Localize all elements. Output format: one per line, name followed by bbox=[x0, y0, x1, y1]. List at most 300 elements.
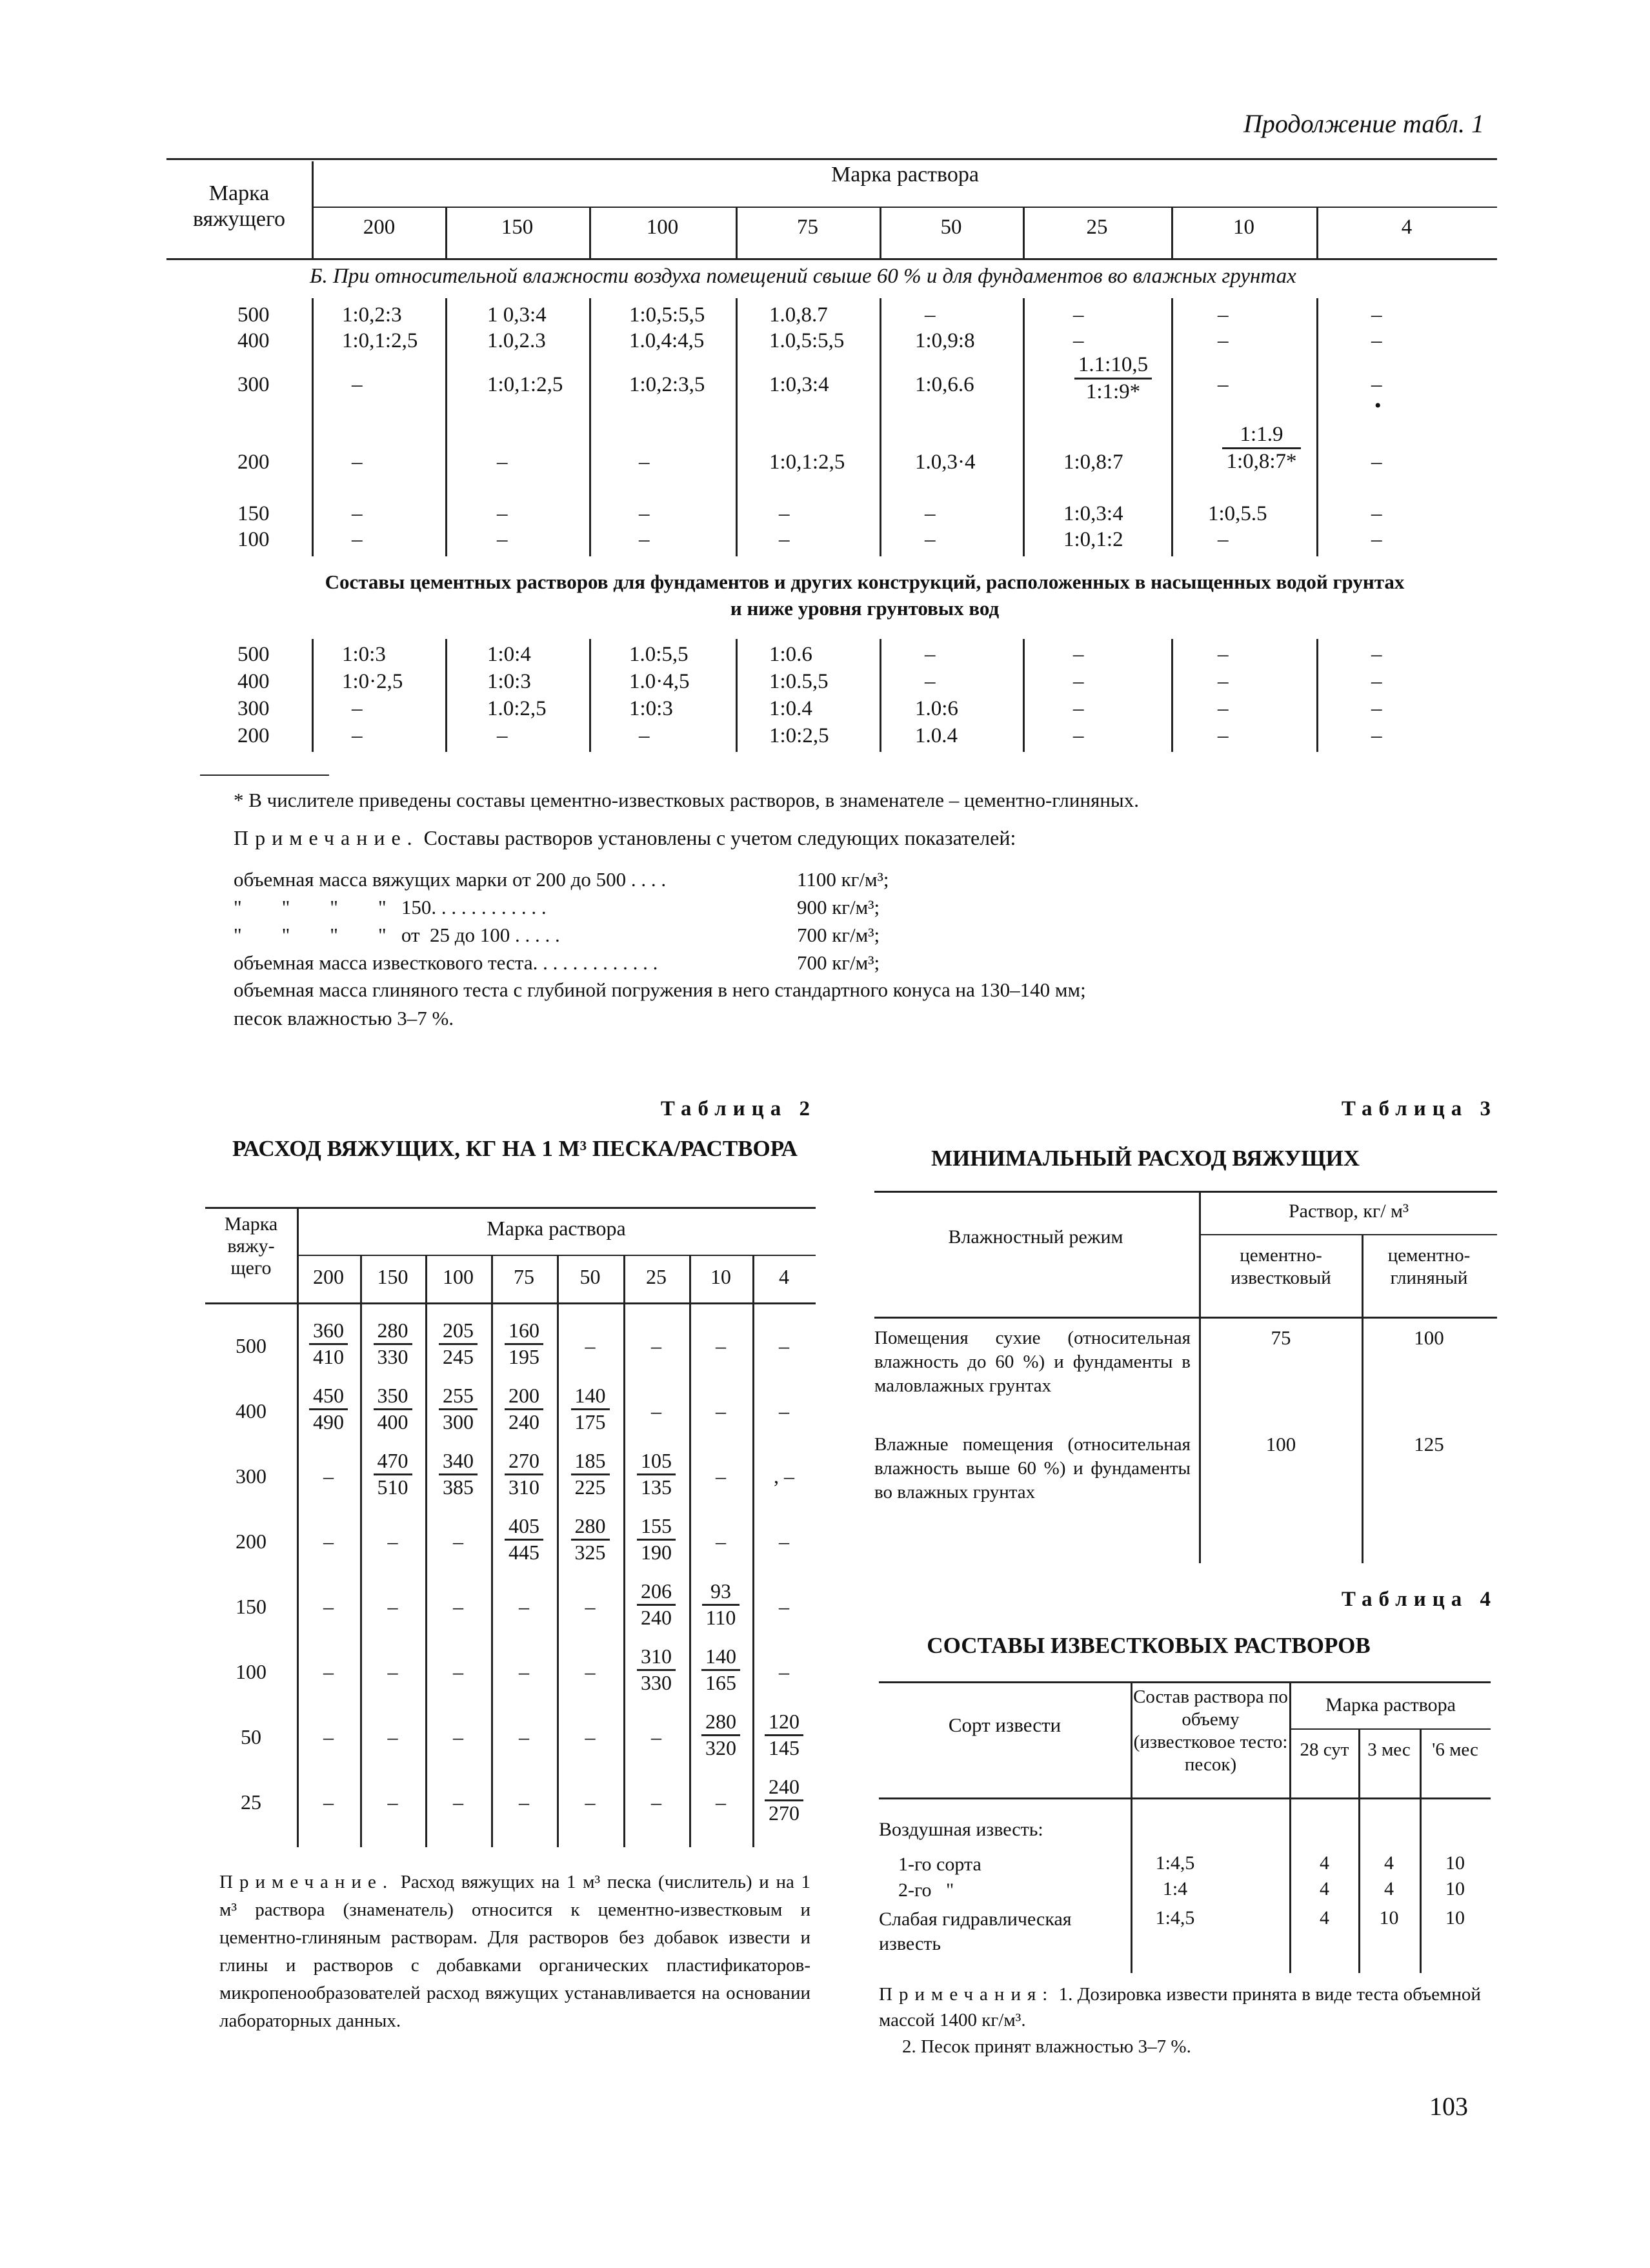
t1-cell: – bbox=[497, 451, 508, 474]
t4-sort-name: 1-го сорта bbox=[898, 1854, 981, 1875]
fraction-denominator: 310 bbox=[508, 1475, 539, 1499]
t1-note-line6: песок влажностью 3–7 %. bbox=[234, 1007, 454, 1029]
t1-cell: – bbox=[1218, 670, 1229, 693]
t1-grade-25: 25 bbox=[1086, 216, 1108, 239]
t1-cell: – bbox=[1371, 724, 1382, 747]
t2-cell: – bbox=[779, 1530, 789, 1553]
column-rule bbox=[557, 1255, 559, 1302]
t4-composition: 1:4,5 bbox=[1155, 1907, 1195, 1929]
t1-cell: 1:0,1:2 bbox=[1063, 528, 1123, 551]
t1-cell: 1:0,5:5,5 bbox=[629, 303, 705, 327]
t1-cell: 1:0,2:3 bbox=[342, 303, 402, 327]
column-rule bbox=[557, 1304, 559, 1847]
fraction-denominator: 1:0,8:7* bbox=[1226, 449, 1297, 473]
t4-col-comp: Состав раствора по объему (известковое тесто: песок) bbox=[1133, 1686, 1288, 1775]
t2-cell-fraction bbox=[425, 1450, 491, 1499]
t2-cell: – bbox=[387, 1530, 398, 1553]
fraction-denominator: 165 bbox=[705, 1670, 736, 1694]
t1-cell: – bbox=[639, 502, 650, 525]
t2-header-mark-1: Марка bbox=[224, 1213, 278, 1235]
t2-cell: , – bbox=[774, 1464, 794, 1488]
t2-cell-fraction bbox=[623, 1450, 689, 1499]
fraction-denominator: 145 bbox=[769, 1736, 800, 1759]
t1-cell: – bbox=[779, 502, 790, 525]
t1-cell: – bbox=[925, 670, 936, 693]
fraction-numerator: 160 bbox=[505, 1320, 543, 1345]
t3-label: Таблица 3 bbox=[1341, 1097, 1497, 1120]
t3-value-clay: 100 bbox=[1414, 1326, 1444, 1349]
t1-section-c-title-1: Составы цементных растворов для фундаментов и других конструкций, расположенных в насыщенных водой грунтах bbox=[325, 571, 1405, 593]
t1-note-line-value: 700 кг/м³; bbox=[797, 924, 880, 946]
t2-cell-fraction bbox=[491, 1320, 557, 1369]
t3-sub-lime: цементно-известковый bbox=[1231, 1245, 1331, 1288]
column-rule bbox=[752, 1255, 754, 1302]
t1-cell: – bbox=[925, 643, 936, 666]
t2-cell: – bbox=[651, 1725, 661, 1748]
t1-cell: – bbox=[1218, 643, 1229, 666]
t4-value: 10 bbox=[1445, 1852, 1465, 1874]
t1-cell: – bbox=[639, 451, 650, 474]
t3-sub-clay: цементно-глиняный bbox=[1387, 1245, 1471, 1288]
t1-cell: 1:0,1:2,5 bbox=[342, 329, 418, 352]
t3-value-lime: 75 bbox=[1271, 1326, 1291, 1349]
fraction bbox=[571, 1515, 610, 1563]
t1-cell: – bbox=[1218, 724, 1229, 747]
t4-note-1: 1. Дозировка извести принята в виде теста объемной массой 1400 кг/м³. bbox=[879, 1984, 1481, 2030]
t1-row-mark: 200 bbox=[237, 724, 270, 747]
t2-grade-200: 200 bbox=[313, 1265, 344, 1288]
fraction-numerator: 200 bbox=[505, 1385, 543, 1410]
column-rule bbox=[1023, 639, 1025, 752]
column-rule bbox=[1420, 1730, 1422, 1973]
t2-cell: – bbox=[779, 1334, 789, 1357]
t2-cell: – bbox=[519, 1595, 529, 1618]
t1-note-line-value: 1100 кг/м³; bbox=[797, 868, 889, 891]
t2-row-mark: 300 bbox=[236, 1464, 267, 1488]
fraction bbox=[571, 1385, 610, 1433]
t1-cell: 1:0·2,5 bbox=[342, 670, 403, 693]
t1-row-mark: 500 bbox=[237, 643, 270, 666]
t1-cell: 1:0,6.6 bbox=[915, 373, 974, 396]
t1-cell: 1.0:6 bbox=[915, 697, 958, 720]
column-rule bbox=[1023, 298, 1025, 556]
column-rule bbox=[623, 1304, 625, 1847]
t1-cell: – bbox=[779, 528, 790, 551]
t2-cell-fraction bbox=[557, 1450, 623, 1499]
t4-value: 4 bbox=[1320, 1878, 1329, 1899]
t1-cell: 1:0,5.5 bbox=[1208, 502, 1267, 525]
t1-grade-50: 50 bbox=[940, 216, 962, 239]
t1-cell: – bbox=[1371, 697, 1382, 720]
t1-cell: 1:0,2:3,5 bbox=[629, 373, 705, 396]
t3-value-clay: 125 bbox=[1414, 1433, 1444, 1455]
fraction bbox=[765, 1711, 803, 1759]
t1-cell: – bbox=[1073, 697, 1084, 720]
t1-row-mark: 300 bbox=[237, 373, 270, 396]
fraction-numerator: 240 bbox=[765, 1776, 803, 1801]
t2-cell: – bbox=[716, 1530, 726, 1553]
fraction-numerator: 470 bbox=[374, 1450, 412, 1475]
column-rule bbox=[445, 639, 447, 752]
t2-row-mark: 50 bbox=[241, 1725, 261, 1748]
t1-note-line-value: 700 кг/м³; bbox=[797, 951, 880, 974]
t1-cell: – bbox=[1371, 373, 1382, 396]
t1-grade-75: 75 bbox=[797, 216, 818, 239]
t2-cell: – bbox=[651, 1334, 661, 1357]
t1-grade-4: 4 bbox=[1401, 216, 1413, 239]
fraction-denominator: 330 bbox=[377, 1344, 408, 1368]
t1-row-mark: 200 bbox=[237, 451, 270, 474]
t1-cell: – bbox=[1371, 502, 1382, 525]
t2-cell: – bbox=[453, 1725, 463, 1748]
t1-cell: 1:0,1:2,5 bbox=[769, 451, 845, 474]
t2-cell-fraction bbox=[689, 1581, 752, 1630]
t2-cell-fraction bbox=[360, 1385, 425, 1434]
t3-regime: Помещения сухие (относительная влажность до 60 %) и фундаменты в маловлажных грунтах bbox=[874, 1328, 1191, 1396]
t4-sort-name: Слабая гидравлическая известь bbox=[879, 1909, 1077, 1954]
t2-row-mark: 100 bbox=[236, 1660, 267, 1683]
fraction bbox=[765, 1776, 803, 1824]
column-rule bbox=[425, 1255, 427, 1302]
t4-value: 10 bbox=[1379, 1907, 1399, 1929]
t1-note-line-label: " " " " 150. . . . . . . . . . . . bbox=[234, 896, 547, 918]
fraction-denominator: 270 bbox=[769, 1801, 800, 1825]
t1-cell: – bbox=[1218, 528, 1229, 551]
t1-header-mark: Марка вяжущего bbox=[192, 181, 286, 231]
fraction-numerator: 206 bbox=[637, 1581, 676, 1606]
fraction-denominator: 325 bbox=[574, 1540, 606, 1564]
t1-cell: – bbox=[1371, 670, 1382, 693]
fraction bbox=[701, 1646, 740, 1694]
fraction-numerator: 350 bbox=[374, 1385, 412, 1410]
t2-cell: – bbox=[323, 1464, 334, 1488]
t1-stray-dot: • bbox=[1374, 395, 1382, 416]
fraction bbox=[571, 1450, 610, 1498]
t2-cell-fraction bbox=[360, 1320, 425, 1369]
fraction-denominator: 240 bbox=[508, 1410, 539, 1433]
t1-row-mark: 500 bbox=[237, 303, 270, 327]
t4-sub-1: 3 мес bbox=[1367, 1739, 1411, 1760]
t1-note bbox=[234, 826, 1016, 850]
t1-cell: 1:0,9:8 bbox=[915, 329, 975, 352]
t2-cell: – bbox=[716, 1334, 726, 1357]
t1-grade-200: 200 bbox=[363, 216, 396, 239]
fraction bbox=[439, 1385, 478, 1433]
t2-row-mark: 25 bbox=[241, 1790, 261, 1814]
t2-cell: – bbox=[716, 1790, 726, 1814]
t2-cell-fraction bbox=[752, 1711, 816, 1760]
t1-cell: – bbox=[1218, 373, 1229, 396]
fraction-denominator: 225 bbox=[574, 1475, 606, 1499]
fraction bbox=[637, 1646, 676, 1694]
t1-row-mark: 100 bbox=[237, 528, 270, 551]
t3-col-group: Раствор, кг/ м³ bbox=[1288, 1200, 1409, 1222]
t2-cell: – bbox=[387, 1660, 398, 1683]
fraction-numerator: 280 bbox=[571, 1515, 610, 1541]
fraction-denominator: 245 bbox=[443, 1344, 474, 1368]
column-rule bbox=[736, 208, 738, 258]
fraction bbox=[374, 1385, 412, 1433]
t4-value: 4 bbox=[1320, 1907, 1329, 1929]
t2-header-mark-3: щего bbox=[230, 1257, 272, 1279]
fraction-denominator: 410 bbox=[313, 1344, 344, 1368]
t1-cell: – bbox=[925, 502, 936, 525]
t2-cell-fraction bbox=[425, 1320, 491, 1369]
t4-composition: 1:4,5 bbox=[1155, 1852, 1195, 1874]
fraction bbox=[374, 1450, 412, 1498]
fraction bbox=[637, 1581, 676, 1628]
t2-row-mark: 500 bbox=[236, 1334, 267, 1357]
t1-cell: 1:0:2,5 bbox=[769, 724, 829, 747]
t3-regime: Влажные помещения (относительная влажность выше 60 %) и фундаменты во влажных грунтах bbox=[874, 1434, 1191, 1503]
fraction bbox=[439, 1450, 478, 1498]
column-rule bbox=[491, 1255, 493, 1302]
fraction-denominator: 195 bbox=[508, 1344, 539, 1368]
t1-cell: – bbox=[1218, 329, 1229, 352]
t1-header-group: Марка раствора bbox=[831, 163, 979, 187]
t3-title: МИНИМАЛЬНЫЙ РАСХОД ВЯЖУЩИХ bbox=[931, 1146, 1360, 1171]
t1-section-c-title-2: и ниже уровня грунтовых вод bbox=[730, 597, 1000, 620]
t1-cell: – bbox=[925, 528, 936, 551]
t4-value: 4 bbox=[1384, 1878, 1394, 1899]
fraction-denominator: 135 bbox=[641, 1475, 672, 1499]
t2-grade-100: 100 bbox=[443, 1265, 474, 1288]
t2-cell-fraction bbox=[491, 1385, 557, 1434]
t1-cell: – bbox=[1073, 670, 1084, 693]
t1-cell: – bbox=[352, 724, 363, 747]
t2-grade-50: 50 bbox=[579, 1265, 601, 1288]
t1-cell: – bbox=[1371, 643, 1382, 666]
t1-footnote: * В числителе приведены составы цементно-известковых растворов, в знаменателе – цементно-глиняных. bbox=[234, 789, 1140, 811]
t1-cell: 1.0:2,5 bbox=[487, 697, 547, 720]
fraction-numerator: 105 bbox=[637, 1450, 676, 1475]
t2-cell-fraction bbox=[623, 1581, 689, 1630]
t4-label: Таблица 4 bbox=[1341, 1588, 1497, 1611]
t2-cell-fraction bbox=[752, 1776, 816, 1825]
t1-cell: – bbox=[352, 502, 363, 525]
t1-note-line-label: объемная масса вяжущих марки от 200 до 500 . . . . bbox=[234, 868, 667, 891]
t2-header-group: Марка раствора bbox=[487, 1217, 626, 1240]
column-rule bbox=[1023, 208, 1025, 258]
fraction-numerator: 140 bbox=[701, 1646, 740, 1671]
t2-cell-fraction bbox=[491, 1450, 557, 1499]
t2-cell-fraction bbox=[689, 1646, 752, 1695]
t2-cell: – bbox=[323, 1790, 334, 1814]
t2-header-mark-2: вяжу- bbox=[227, 1235, 275, 1257]
t1-cell: 1.0:5,5 bbox=[629, 643, 689, 666]
column-rule bbox=[589, 208, 591, 258]
t2-note bbox=[219, 1868, 810, 2035]
t1-cell: – bbox=[639, 724, 650, 747]
t4-col-sort: Сорт извести bbox=[948, 1714, 1061, 1736]
t2-cell-fraction bbox=[623, 1515, 689, 1564]
fraction bbox=[309, 1385, 348, 1433]
t1-cell: – bbox=[497, 502, 508, 525]
t1-cell: 1:0:3 bbox=[342, 643, 386, 666]
t2-cell: – bbox=[779, 1595, 789, 1618]
column-rule bbox=[491, 1304, 493, 1847]
t2-cell: – bbox=[716, 1464, 726, 1488]
fraction-numerator: 1.1:10,5 bbox=[1074, 354, 1152, 380]
t2-cell: – bbox=[519, 1725, 529, 1748]
t1-cell: – bbox=[1073, 329, 1084, 352]
t2-grade-150: 150 bbox=[377, 1265, 408, 1288]
fraction-numerator: 140 bbox=[571, 1385, 610, 1410]
t2-cell-fraction bbox=[297, 1385, 360, 1434]
t2-cell: – bbox=[453, 1595, 463, 1618]
column-rule bbox=[689, 1304, 691, 1847]
t4-value: 10 bbox=[1445, 1878, 1465, 1899]
t4-composition: 1:4 bbox=[1162, 1878, 1188, 1899]
fraction bbox=[637, 1515, 676, 1563]
t4-value: 10 bbox=[1445, 1907, 1465, 1929]
t1-cell: 1:0,3:4 bbox=[769, 373, 829, 396]
t4-title: СОСТАВЫ ИЗВЕСТКОВЫХ РАСТВОРОВ bbox=[927, 1633, 1371, 1658]
fraction-denominator: 445 bbox=[508, 1540, 539, 1564]
column-rule bbox=[360, 1304, 362, 1847]
fraction-denominator: 1:1:9* bbox=[1085, 380, 1141, 403]
column-rule bbox=[1171, 639, 1173, 752]
t1-cell: 1:0:4 bbox=[487, 643, 531, 666]
fraction-denominator: 330 bbox=[641, 1670, 672, 1694]
t1-cell: – bbox=[1073, 724, 1084, 747]
t4-col-group: Марка раствора bbox=[1325, 1694, 1456, 1716]
t1-cell: – bbox=[925, 303, 936, 327]
t1-cell: – bbox=[1371, 451, 1382, 474]
t1-row-mark: 400 bbox=[237, 329, 270, 352]
fraction-numerator: 1:1.9 bbox=[1222, 423, 1300, 449]
t2-cell: – bbox=[585, 1790, 596, 1814]
t1-cell: – bbox=[352, 451, 363, 474]
t4-sort-name: 2-го " bbox=[898, 1879, 954, 1901]
t2-note-label: Примечание. bbox=[219, 1872, 394, 1892]
t1-cell: – bbox=[1218, 303, 1229, 327]
t2-row-mark: 150 bbox=[236, 1595, 267, 1618]
t1-cell: – bbox=[352, 373, 363, 396]
t2-cell: – bbox=[585, 1595, 596, 1618]
column-rule bbox=[1316, 208, 1318, 258]
fraction-denominator: 320 bbox=[705, 1736, 736, 1759]
fraction-denominator: 110 bbox=[705, 1605, 736, 1629]
fraction bbox=[1222, 423, 1300, 472]
column-rule bbox=[445, 208, 447, 258]
fraction bbox=[505, 1385, 543, 1433]
t2-cell: – bbox=[453, 1790, 463, 1814]
column-rule bbox=[445, 298, 447, 556]
fraction bbox=[702, 1581, 740, 1628]
t2-cell: – bbox=[453, 1660, 463, 1683]
t1-grade-100: 100 bbox=[646, 216, 679, 239]
column-rule bbox=[425, 1304, 427, 1847]
t1-note-line-label: " " " " от 25 до 100 . . . . . bbox=[234, 924, 560, 946]
t1-note-line5: объемная масса глиняного теста с глубиной погружения в него стандартного конуса на 130–140 мм; bbox=[234, 978, 1086, 1001]
t1-cell: – bbox=[1371, 303, 1382, 327]
t2-grade-10: 10 bbox=[710, 1265, 731, 1288]
fraction-denominator: 300 bbox=[443, 1410, 474, 1433]
column-rule bbox=[1316, 298, 1318, 556]
t1-cell: 1:0.5,5 bbox=[769, 670, 829, 693]
t1-note-line-value: 900 кг/м³; bbox=[797, 896, 880, 918]
fraction-denominator: 240 bbox=[641, 1605, 672, 1629]
column-rule bbox=[312, 639, 314, 752]
t1-cell: 1.0·4,5 bbox=[629, 670, 690, 693]
fraction bbox=[637, 1450, 676, 1498]
t1-cell: – bbox=[352, 697, 363, 720]
t1-cell: – bbox=[1218, 697, 1229, 720]
t2-cell: – bbox=[585, 1334, 596, 1357]
t4-sub-2: '6 мес bbox=[1432, 1739, 1478, 1760]
fraction bbox=[505, 1320, 543, 1368]
fraction-numerator: 405 bbox=[505, 1515, 543, 1541]
t1-cell: 1:0,8:7 bbox=[1063, 451, 1123, 474]
t2-row-mark: 200 bbox=[236, 1530, 267, 1553]
t2-cell: – bbox=[519, 1790, 529, 1814]
t1-cell: 1.0,2.3 bbox=[487, 329, 546, 352]
t1-cell: 1:0.4 bbox=[769, 697, 812, 720]
column-rule bbox=[1171, 208, 1173, 258]
fraction-numerator: 310 bbox=[637, 1646, 676, 1671]
fraction bbox=[505, 1515, 543, 1563]
page-number: 103 bbox=[1429, 2092, 1468, 2121]
t1-cell: 1:0,1:2,5 bbox=[487, 373, 563, 396]
t1-section-b-title: Б. При относительной влажности воздуха помещений свыше 60 % и для фундаментов во влажных грунтах bbox=[310, 265, 1296, 288]
t2-cell: – bbox=[651, 1399, 661, 1423]
t2-cell: – bbox=[585, 1660, 596, 1683]
fraction bbox=[309, 1320, 348, 1368]
column-rule bbox=[736, 298, 738, 556]
fraction-numerator: 93 bbox=[702, 1581, 740, 1606]
fraction-denominator: 490 bbox=[313, 1410, 344, 1433]
column-rule bbox=[1316, 639, 1318, 752]
t2-cell: – bbox=[779, 1399, 789, 1423]
t2-cell-fraction bbox=[297, 1320, 360, 1369]
fraction-numerator: 185 bbox=[571, 1450, 610, 1475]
t2-grade-75: 75 bbox=[514, 1265, 534, 1288]
t2-cell: – bbox=[716, 1399, 726, 1423]
t2-cell-fraction bbox=[557, 1385, 623, 1434]
t2-grade-25: 25 bbox=[646, 1265, 667, 1288]
t2-header-mark bbox=[205, 1213, 297, 1279]
fraction bbox=[1074, 354, 1152, 403]
t1-row-mark: 150 bbox=[237, 502, 270, 525]
fraction-denominator: 175 bbox=[574, 1410, 606, 1433]
t3-value-lime: 100 bbox=[1265, 1433, 1296, 1455]
fraction-denominator: 510 bbox=[377, 1475, 408, 1499]
t1-cell: 1.0.4 bbox=[915, 724, 958, 747]
t1-cell: 1:0.6 bbox=[769, 643, 812, 666]
t2-cell-fraction bbox=[689, 1711, 752, 1760]
column-rule bbox=[360, 1255, 362, 1302]
t1-cell: 1.0,3·4 bbox=[915, 451, 976, 474]
t2-cell: – bbox=[387, 1595, 398, 1618]
t4-note-2: 2. Песок принят влажностью 3–7 %. bbox=[902, 2036, 1191, 2057]
fraction-numerator: 255 bbox=[439, 1385, 478, 1410]
column-rule bbox=[736, 639, 738, 752]
t1-cell: 1.0,4:4,5 bbox=[629, 329, 705, 352]
column-rule bbox=[589, 639, 591, 752]
t4-value: 4 bbox=[1320, 1852, 1329, 1874]
column-rule bbox=[589, 298, 591, 556]
t2-cell: – bbox=[453, 1530, 463, 1553]
t2-cell: – bbox=[323, 1595, 334, 1618]
fraction-denominator: 385 bbox=[443, 1475, 474, 1499]
fraction-numerator: 450 bbox=[309, 1385, 348, 1410]
t1-note-label: Примечание. bbox=[234, 826, 419, 849]
column-rule bbox=[1171, 298, 1173, 556]
t1-frac-200-10 bbox=[1207, 423, 1316, 474]
fraction bbox=[701, 1711, 740, 1759]
t1-note-line-label: объемная масса известкового теста. . . . . . . . . . . . . bbox=[234, 951, 658, 974]
